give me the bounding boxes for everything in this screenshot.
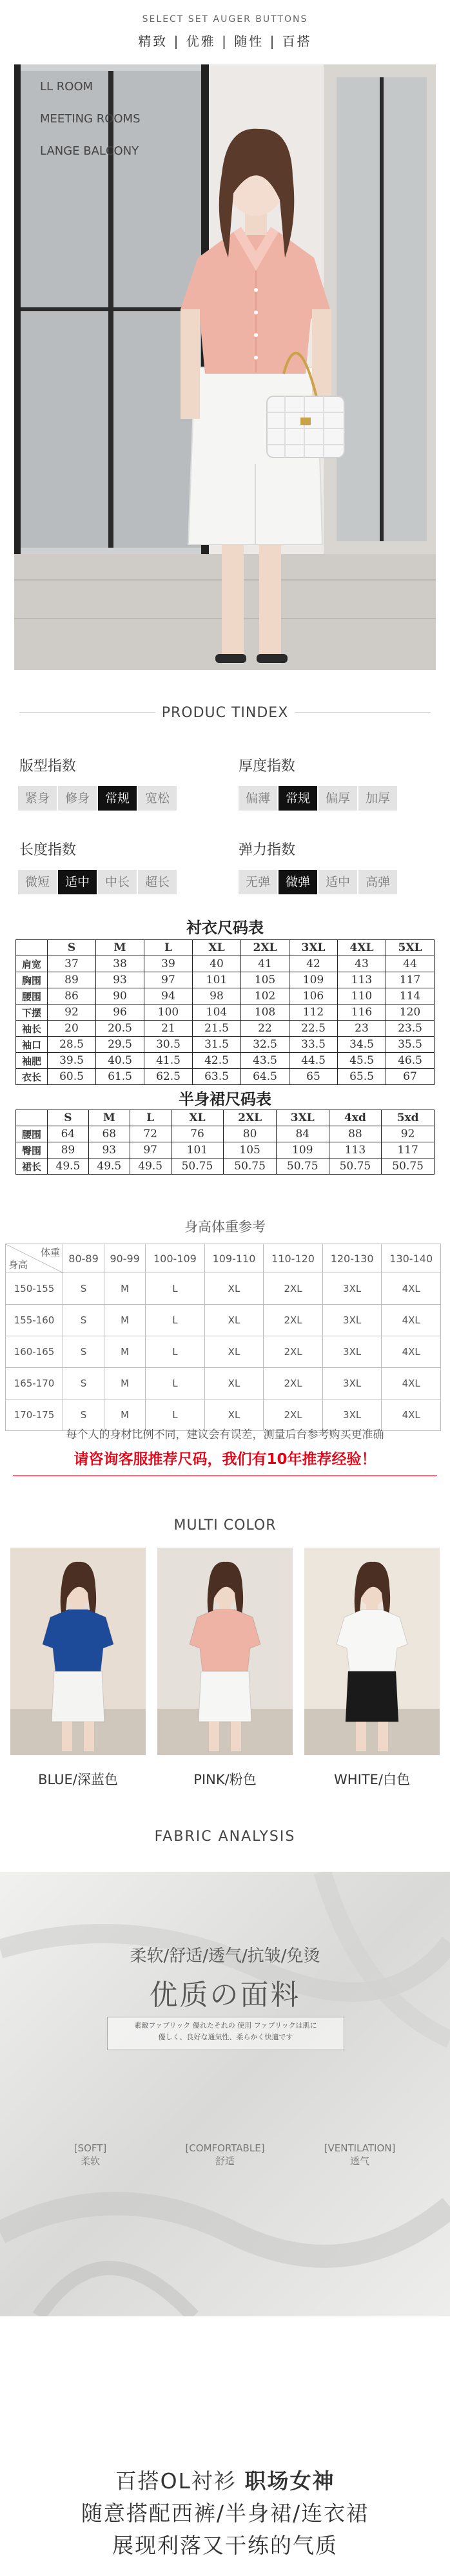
recommended-size: M xyxy=(104,1368,146,1399)
table-cell: 23.5 xyxy=(386,1021,435,1037)
table-cell: 42 xyxy=(289,956,338,972)
index-options xyxy=(18,786,178,811)
fabric-feature-en: [COMFORTABLE] xyxy=(185,2142,265,2154)
recommended-size: S xyxy=(63,1368,104,1399)
table-cell: 43 xyxy=(338,956,386,972)
table-cell: 32.5 xyxy=(241,1037,289,1053)
table-cell: 105 xyxy=(241,972,289,988)
measurement-name: 袖肥 xyxy=(16,1053,48,1069)
table-row xyxy=(16,1126,435,1142)
fabric-big-title: 优质の面料 xyxy=(149,1979,301,2012)
recommended-size: XL xyxy=(204,1336,264,1368)
index-group-label: 长度指数 xyxy=(19,842,77,858)
index-group-label: 弹力指数 xyxy=(239,842,296,858)
recommended-size: 2XL xyxy=(264,1399,323,1431)
table-cell: 120 xyxy=(386,1004,435,1021)
fabric-description-box xyxy=(107,2017,344,2050)
hw-weight-label: 体重 xyxy=(40,1247,60,1258)
shirt-table-title: 衬衣尺码表 xyxy=(186,919,264,937)
index-options xyxy=(239,786,398,811)
fabric-description-line: 優しく、良好な通気性、柔らかく快適です xyxy=(158,2033,293,2041)
recommended-size: M xyxy=(104,1273,146,1305)
table-cell: 109 xyxy=(276,1142,329,1158)
index-option: 微短 xyxy=(18,870,57,894)
header-tag: 百搭 xyxy=(282,34,312,49)
height-range: 170-175 xyxy=(6,1399,63,1431)
table-cell: 34.5 xyxy=(338,1037,386,1053)
table-cell: 113 xyxy=(338,972,386,988)
table-cell: 84 xyxy=(276,1126,329,1142)
recommended-size: 4XL xyxy=(382,1305,441,1336)
recommended-size: L xyxy=(146,1336,205,1368)
height-range: 150-155 xyxy=(6,1273,63,1305)
recommended-size: M xyxy=(104,1336,146,1368)
measurement-name: 臀围 xyxy=(16,1142,48,1158)
table-cell: 61.5 xyxy=(96,1069,144,1085)
table-cell: 20 xyxy=(48,1021,96,1037)
recommended-size: 2XL xyxy=(264,1368,323,1399)
bottom-line-1 xyxy=(0,2465,450,2495)
recommended-size: S xyxy=(63,1273,104,1305)
recommended-size: 3XL xyxy=(322,1305,382,1336)
index-options xyxy=(239,870,398,894)
measurement-name: 衣长 xyxy=(16,1069,48,1085)
fabric-feature-soft xyxy=(26,2142,155,2167)
table-cell: 41.5 xyxy=(144,1053,193,1069)
table-cell: 40 xyxy=(193,956,241,972)
table-cell: 50.75 xyxy=(382,1158,435,1175)
table-cell: 64 xyxy=(48,1126,89,1142)
table-cell: 117 xyxy=(382,1142,435,1158)
table-cell: 109 xyxy=(289,972,338,988)
recommended-size: XL xyxy=(204,1399,264,1431)
warning-underline xyxy=(13,1475,437,1476)
index-option: 宽松 xyxy=(138,786,177,811)
table-cell: 50.75 xyxy=(276,1158,329,1175)
table-row xyxy=(16,956,435,972)
size-column-header: XL xyxy=(193,940,241,956)
table-cell: 112 xyxy=(289,1004,338,1021)
table-row xyxy=(16,1021,435,1037)
table-cell: 89 xyxy=(48,1142,89,1158)
recommended-size: XL xyxy=(204,1305,264,1336)
table-cell: 42.5 xyxy=(193,1053,241,1069)
index-option: 无弹 xyxy=(239,870,277,894)
table-cell: 41 xyxy=(241,956,289,972)
fabric-feature-zh: 舒适 xyxy=(215,2155,235,2167)
table-row xyxy=(6,1305,441,1336)
table-cell: 92 xyxy=(48,1004,96,1021)
shirt-size-table xyxy=(15,939,435,1085)
table-cell: 50.75 xyxy=(329,1158,382,1175)
table-cell: 93 xyxy=(96,972,144,988)
size-column-header: M xyxy=(96,940,144,956)
table-cell: 88 xyxy=(329,1126,382,1142)
index-group-label: 版型指数 xyxy=(19,758,77,774)
table-cell: 38 xyxy=(96,956,144,972)
table-cell: 31.5 xyxy=(193,1037,241,1053)
table-row xyxy=(16,972,435,988)
size-column-header: 2XL xyxy=(241,940,289,956)
hero-photo xyxy=(14,64,436,670)
table-cell: 21 xyxy=(144,1021,193,1037)
fabric-heading: FABRIC ANALYSIS xyxy=(154,1829,296,1845)
sign-line: LANGE BALCONY xyxy=(40,144,139,158)
table-cell: 63.5 xyxy=(193,1069,241,1085)
recommended-size: M xyxy=(104,1399,146,1431)
index-option: 偏薄 xyxy=(239,786,277,811)
table-cell: 50.75 xyxy=(224,1158,277,1175)
recommended-size: 4XL xyxy=(382,1273,441,1305)
table-cell: 114 xyxy=(386,988,435,1004)
size-column-header: 3XL xyxy=(289,940,338,956)
recommended-size: S xyxy=(63,1336,104,1368)
recommended-size: M xyxy=(104,1305,146,1336)
weight-range: 120-130 xyxy=(322,1244,382,1273)
table-cell: 110 xyxy=(338,988,386,1004)
height-weight-table xyxy=(5,1244,441,1431)
bottom-line-2: 随意搭配西裤/半身裙/连衣裙 xyxy=(81,2501,369,2526)
hw-warning: 请咨询客服推荐尺码，我们有10年推荐经验！ xyxy=(73,1451,377,1468)
bottom-line-1a: 百搭OL衬衫 xyxy=(115,2468,237,2494)
table-cell: 43.5 xyxy=(241,1053,289,1069)
table-row xyxy=(16,1004,435,1021)
fabric-feature-ventilation xyxy=(295,2142,424,2167)
weight-range: 90-99 xyxy=(104,1244,146,1273)
table-cell: 68 xyxy=(88,1126,130,1142)
table-cell: 33.5 xyxy=(289,1037,338,1053)
table-cell: 104 xyxy=(193,1004,241,1021)
index-option: 加厚 xyxy=(358,786,397,811)
table-row xyxy=(16,1037,435,1053)
header-subtitle: SELECT SET AUGER BUTTONS xyxy=(142,14,308,24)
table-cell: 64.5 xyxy=(241,1069,289,1085)
table-cell: 98 xyxy=(193,988,241,1004)
table-cell: 23 xyxy=(338,1021,386,1037)
table-row xyxy=(6,1336,441,1368)
index-option: 中长 xyxy=(98,870,137,894)
table-cell: 28.5 xyxy=(48,1037,96,1053)
weight-range: 109-110 xyxy=(204,1244,264,1273)
table-cell: 105 xyxy=(224,1142,277,1158)
measurement-name: 裙长 xyxy=(16,1158,48,1175)
table-cell: 72 xyxy=(130,1126,171,1142)
size-column-header: 4XL xyxy=(338,940,386,956)
fabric-feature-en: [VENTILATION] xyxy=(324,2142,396,2154)
color-photo-pink xyxy=(157,1548,293,1755)
index-group-label: 厚度指数 xyxy=(239,758,296,774)
color-label-white: WHITE/白色 xyxy=(334,1772,410,1787)
measurement-name: 腰围 xyxy=(16,1126,48,1142)
size-column-header: L xyxy=(144,940,193,956)
table-cell: 101 xyxy=(193,972,241,988)
table-cell: 108 xyxy=(241,1004,289,1021)
recommended-size: S xyxy=(63,1399,104,1431)
recommended-size: L xyxy=(146,1399,205,1431)
weight-range: 100-109 xyxy=(146,1244,205,1273)
table-cell: 49.5 xyxy=(130,1158,171,1175)
skirt-size-table xyxy=(15,1110,435,1175)
table-cell: 21.5 xyxy=(193,1021,241,1037)
hero-illustration xyxy=(14,64,436,670)
table-cell: 65.5 xyxy=(338,1069,386,1085)
size-column-header: S xyxy=(48,1110,89,1126)
header-tag: 精致 xyxy=(138,34,168,49)
index-option: 高弹 xyxy=(358,870,397,894)
height-range: 155-160 xyxy=(6,1305,63,1336)
index-option: 修身 xyxy=(58,786,97,811)
recommended-size: 4XL xyxy=(382,1336,441,1368)
size-column-header: 5XL xyxy=(386,940,435,956)
skirt-table-title: 半身裙尺码表 xyxy=(179,1090,271,1108)
sign-line: MEETING ROOMS xyxy=(40,112,141,126)
fabric-feature-en: [SOFT] xyxy=(73,2142,107,2154)
table-cell: 93 xyxy=(88,1142,130,1158)
recommended-size: 3XL xyxy=(322,1336,382,1368)
table-cell: 44 xyxy=(386,956,435,972)
table-cell: 94 xyxy=(144,988,193,1004)
index-option: 超长 xyxy=(138,870,177,894)
table-cell: 62.5 xyxy=(144,1069,193,1085)
table-cell: 30.5 xyxy=(144,1037,193,1053)
index-option: 常规 xyxy=(279,786,317,811)
table-cell: 67 xyxy=(386,1069,435,1085)
color-photo-white xyxy=(304,1548,440,1755)
table-cell: 44.5 xyxy=(289,1053,338,1069)
table-cell: 39.5 xyxy=(48,1053,96,1069)
table-row xyxy=(16,988,435,1004)
hw-title: 身高体重参考 xyxy=(184,1219,266,1235)
weight-range: 130-140 xyxy=(382,1244,441,1273)
table-cell: 22.5 xyxy=(289,1021,338,1037)
colors-heading: MULTI COLOR xyxy=(173,1517,277,1533)
height-range: 160-165 xyxy=(6,1336,63,1368)
table-cell: 22 xyxy=(241,1021,289,1037)
index-option: 常规 xyxy=(98,786,137,811)
size-column-header xyxy=(16,1110,48,1126)
table-cell: 117 xyxy=(386,972,435,988)
table-row xyxy=(16,1069,435,1085)
color-label-blue: BLUE/深蓝色 xyxy=(38,1772,118,1787)
size-column-header: M xyxy=(88,1110,130,1126)
fabric-description-line: 素敵ファブリック 優れたそれの 使用 ファブリックは肌に xyxy=(134,2021,317,2030)
recommended-size: L xyxy=(146,1368,205,1399)
table-row xyxy=(16,1158,435,1175)
measurement-name: 下摆 xyxy=(16,1004,48,1021)
recommended-size: 3XL xyxy=(322,1273,382,1305)
table-cell: 101 xyxy=(171,1142,224,1158)
sign-line: LL ROOM xyxy=(40,80,93,93)
size-column-header: 2XL xyxy=(224,1110,277,1126)
table-cell: 113 xyxy=(329,1142,382,1158)
table-row xyxy=(6,1273,441,1305)
table-cell: 37 xyxy=(48,956,96,972)
table-cell: 46.5 xyxy=(386,1053,435,1069)
fabric-feature-zh: 柔软 xyxy=(80,2155,100,2167)
table-cell: 86 xyxy=(48,988,96,1004)
table-cell: 49.5 xyxy=(48,1158,89,1175)
fabric-texture xyxy=(0,1872,450,2316)
index-option: 微弹 xyxy=(279,870,317,894)
recommended-size: 4XL xyxy=(382,1368,441,1399)
hw-height-label: 身高 xyxy=(8,1259,28,1271)
table-cell: 29.5 xyxy=(96,1037,144,1053)
table-cell: 92 xyxy=(382,1126,435,1142)
size-column-header: 3XL xyxy=(276,1110,329,1126)
height-range: 165-170 xyxy=(6,1368,63,1399)
hw-corner xyxy=(6,1244,63,1273)
table-cell: 90 xyxy=(96,988,144,1004)
index-option: 偏厚 xyxy=(318,786,357,811)
measurement-name: 肩宽 xyxy=(16,956,48,972)
table-cell: 116 xyxy=(338,1004,386,1021)
table-cell: 96 xyxy=(96,1004,144,1021)
color-label-pink: PINK/粉色 xyxy=(193,1772,257,1787)
weight-range: 80-89 xyxy=(63,1244,104,1273)
table-cell: 49.5 xyxy=(88,1158,130,1175)
recommended-size: L xyxy=(146,1273,205,1305)
table-row xyxy=(6,1368,441,1399)
table-cell: 102 xyxy=(241,988,289,1004)
table-cell: 60.5 xyxy=(48,1069,96,1085)
measurement-name: 腰围 xyxy=(16,988,48,1004)
recommended-size: XL xyxy=(204,1273,264,1305)
hw-note: 每个人的身材比例不同，建议会有误差，测量后台参考购买更准确 xyxy=(66,1428,384,1441)
index-option: 适中 xyxy=(318,870,357,894)
weight-range: 110-120 xyxy=(264,1244,323,1273)
size-column-header: S xyxy=(48,940,96,956)
header-tag: 优雅 xyxy=(186,34,216,49)
bottom-line-3: 展现利落又干练的气质 xyxy=(112,2533,338,2558)
size-column-header xyxy=(16,940,48,956)
color-photo-blue xyxy=(10,1548,146,1755)
table-cell: 106 xyxy=(289,988,338,1004)
table-cell: 40.5 xyxy=(96,1053,144,1069)
table-cell: 97 xyxy=(130,1142,171,1158)
measurement-name: 袖长 xyxy=(16,1021,48,1037)
bottom-line-1b: 职场女神 xyxy=(244,2468,335,2494)
size-column-header: 5xd xyxy=(382,1110,435,1126)
recommended-size: XL xyxy=(204,1368,264,1399)
recommended-size: 2XL xyxy=(264,1305,323,1336)
recommended-size: 2XL xyxy=(264,1273,323,1305)
size-column-header: XL xyxy=(171,1110,224,1126)
recommended-size: 3XL xyxy=(322,1368,382,1399)
recommended-size: 4XL xyxy=(382,1399,441,1431)
table-cell: 89 xyxy=(48,972,96,988)
recommended-size: L xyxy=(146,1305,205,1336)
table-cell: 45.5 xyxy=(338,1053,386,1069)
index-option: 适中 xyxy=(58,870,97,894)
table-cell: 80 xyxy=(224,1126,277,1142)
header-tag: 随性 xyxy=(234,34,264,49)
table-cell: 50.75 xyxy=(171,1158,224,1175)
table-cell: 20.5 xyxy=(96,1021,144,1037)
measurement-name: 胸围 xyxy=(16,972,48,988)
table-cell: 35.5 xyxy=(386,1037,435,1053)
size-column-header: 4xd xyxy=(329,1110,382,1126)
table-cell: 39 xyxy=(144,956,193,972)
fabric-tags: 柔软/舒适/透气/抗皱/免烫 xyxy=(130,1946,320,1966)
recommended-size: 3XL xyxy=(322,1399,382,1431)
recommended-size: S xyxy=(63,1305,104,1336)
index-option: 紧身 xyxy=(18,786,57,811)
header-tags: 精致 | 优雅 | 随性 | 百搭 xyxy=(138,34,312,49)
fabric-photo xyxy=(0,1872,450,2316)
fabric-feature-comfortable xyxy=(161,2142,289,2167)
table-cell: 100 xyxy=(144,1004,193,1021)
fabric-feature-zh: 透气 xyxy=(349,2155,369,2167)
index-heading xyxy=(0,705,450,721)
measurement-name: 袖口 xyxy=(16,1037,48,1053)
index-options xyxy=(18,870,178,894)
table-cell: 65 xyxy=(289,1069,338,1085)
table-cell: 76 xyxy=(171,1126,224,1142)
index-heading-text: PRODUC TINDEX xyxy=(155,705,295,721)
table-cell: 97 xyxy=(144,972,193,988)
table-row xyxy=(16,1053,435,1069)
table-row xyxy=(16,1142,435,1158)
recommended-size: 2XL xyxy=(264,1336,323,1368)
size-column-header: L xyxy=(130,1110,171,1126)
